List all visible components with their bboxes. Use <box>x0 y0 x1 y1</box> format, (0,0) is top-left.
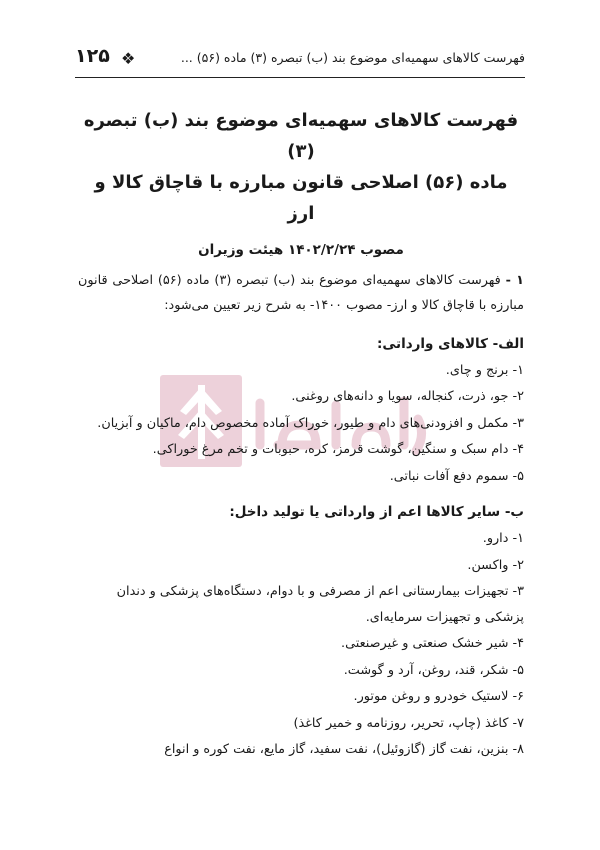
approval-subtitle: مصوب ۱۴۰۲/۲/۲۴ هیئت وزیران <box>198 242 404 258</box>
intro-paragraph <box>78 268 524 318</box>
running-title: فهرست کالاهای سهمیه‌ای موضوع بند (ب) تبصره (۳) ماده (۵۶) ... <box>180 50 525 65</box>
list-item: ۳- مکمل و افزودنی‌های دام و طیور، خوراک آماده مخصوص دام، ماکیان و آبزیان. <box>97 415 524 431</box>
list-item: ۲- واکسن. <box>467 557 524 573</box>
list-item: ۳- تجهیزات بیمارستانی اعم از مصرفی و با دوام، دستگاه‌های پزشکی و دندان پزشکی و تجهیزات سرمایه‌ای. <box>116 584 524 625</box>
section-a-heading: الف- کالاهای وارداتی: <box>376 335 524 352</box>
title-line-1: فهرست کالاهای سهمیه‌ای موضوع بند (ب) تبصره (۳) <box>83 110 519 162</box>
section-a-list <box>78 358 524 490</box>
document-title <box>78 105 524 229</box>
list-item: ۲- جو، ذرت، کنجاله، سویا و دانه‌های روغنی. <box>291 389 524 405</box>
main-content <box>78 105 524 764</box>
list-item: ۴- شیر خشک صنعتی و غیرصنعتی. <box>341 636 524 652</box>
section-b-heading: ب- سایر کالاها اعم از وارداتی یا تولید داخل: <box>229 504 524 521</box>
list-item: ۱- دارو. <box>482 531 524 547</box>
page-number: ۱۲۵ <box>75 45 110 67</box>
intro-number: ۱ - <box>505 273 524 288</box>
section-b-list <box>78 526 524 763</box>
list-item: ۵- شکر، قند، روغن، آرد و گوشت. <box>343 662 524 678</box>
title-line-2: ماده (۵۶) اصلاحی قانون مبارزه با قاچاق کالا و ارز <box>94 172 508 224</box>
header-divider <box>75 77 525 78</box>
list-item: ۱- برنج و چای. <box>445 362 524 378</box>
intro-text: فهرست کالاهای سهمیه‌ای موضوع بند (ب) تبصره (۳) ماده (۵۶) اصلاحی قانون مبارزه با قاچاق کالا و ارز- مصوب ۱۴۰۰- به شرح زیر تعیین می‌شود: <box>78 273 524 313</box>
list-item: ۸- بنزین، نفت گاز (گازوئیل)، نفت سفید، گاز مایع، نفت کوره و انواع <box>164 742 524 758</box>
ornament-icon: ❖ <box>121 49 136 68</box>
list-item: ۴- دام سبک و سنگین، گوشت قرمز، کره، حبوبات و تخم مرغ خوراکی. <box>152 442 524 458</box>
list-item: ۵- سموم دفع آفات نباتی. <box>389 468 524 484</box>
running-header <box>75 45 525 74</box>
list-item: ۷- کاغذ (چاپ، تحریر، روزنامه و خمیر کاغذ) <box>293 715 524 731</box>
list-item: ۶- لاستیک خودرو و روغن موتور. <box>353 689 524 705</box>
